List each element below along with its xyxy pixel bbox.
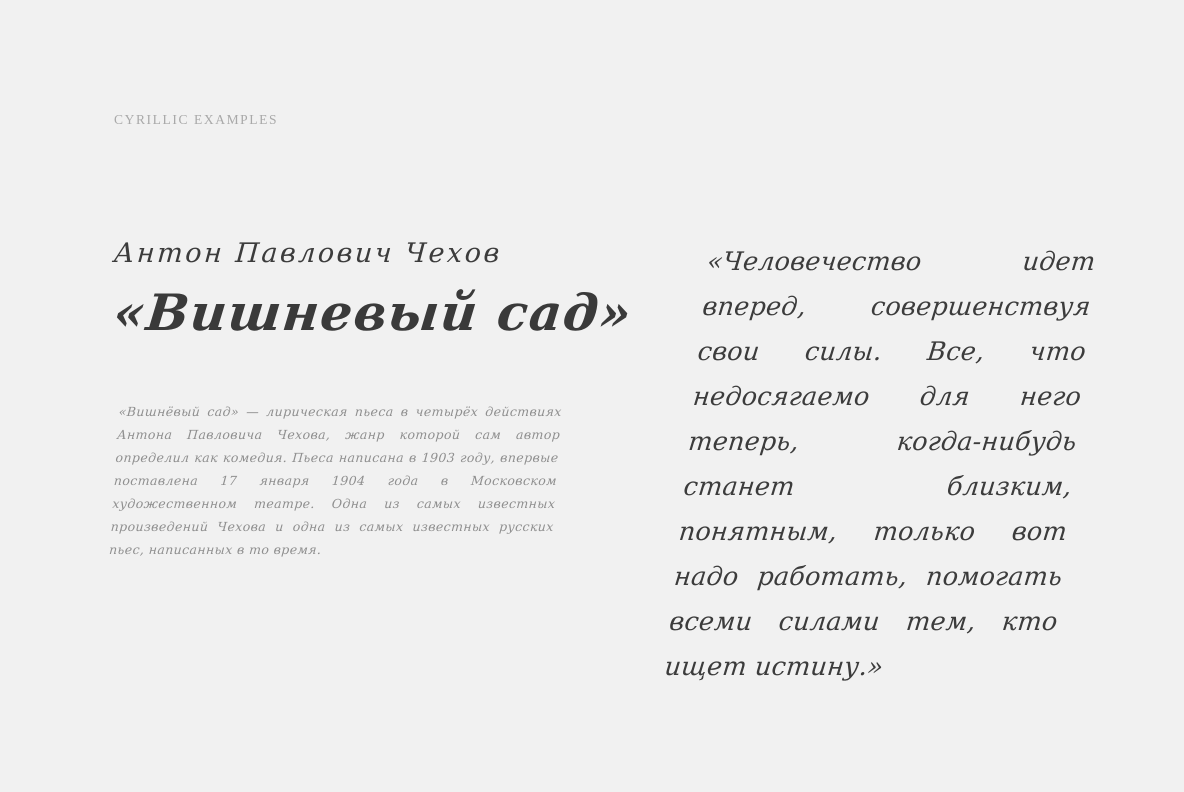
section-label: CYRILLIC EXAMPLES (114, 112, 279, 127)
description-paragraph: «Вишнёвый сад» — лирическая пьеса в четырёх действиях Антона Павловича Чехова, жанр которой сам автор определил как комедия. Пьеса написана в 1903 году, впервые поставлена 17 января 1904 года в Московском художественном театре. Одна из самых известных произведений Чехова и одна из самых известных русских пьес, написанных в то время. (108, 404, 563, 557)
work-title: «Вишневый сад» (110, 283, 636, 342)
author-name: Антон Павлович Чехов (112, 238, 503, 269)
left-column (108, 238, 636, 561)
quotation: «Человечество идет вперед, совершенствуя свои силы. Все, что недосягаемо для него теперь, когда-нибудь станет близким, понятным, только вот надо работать, помогать всеми силами тем, кто ищет истину.» (663, 247, 1097, 682)
right-column (663, 240, 1097, 690)
